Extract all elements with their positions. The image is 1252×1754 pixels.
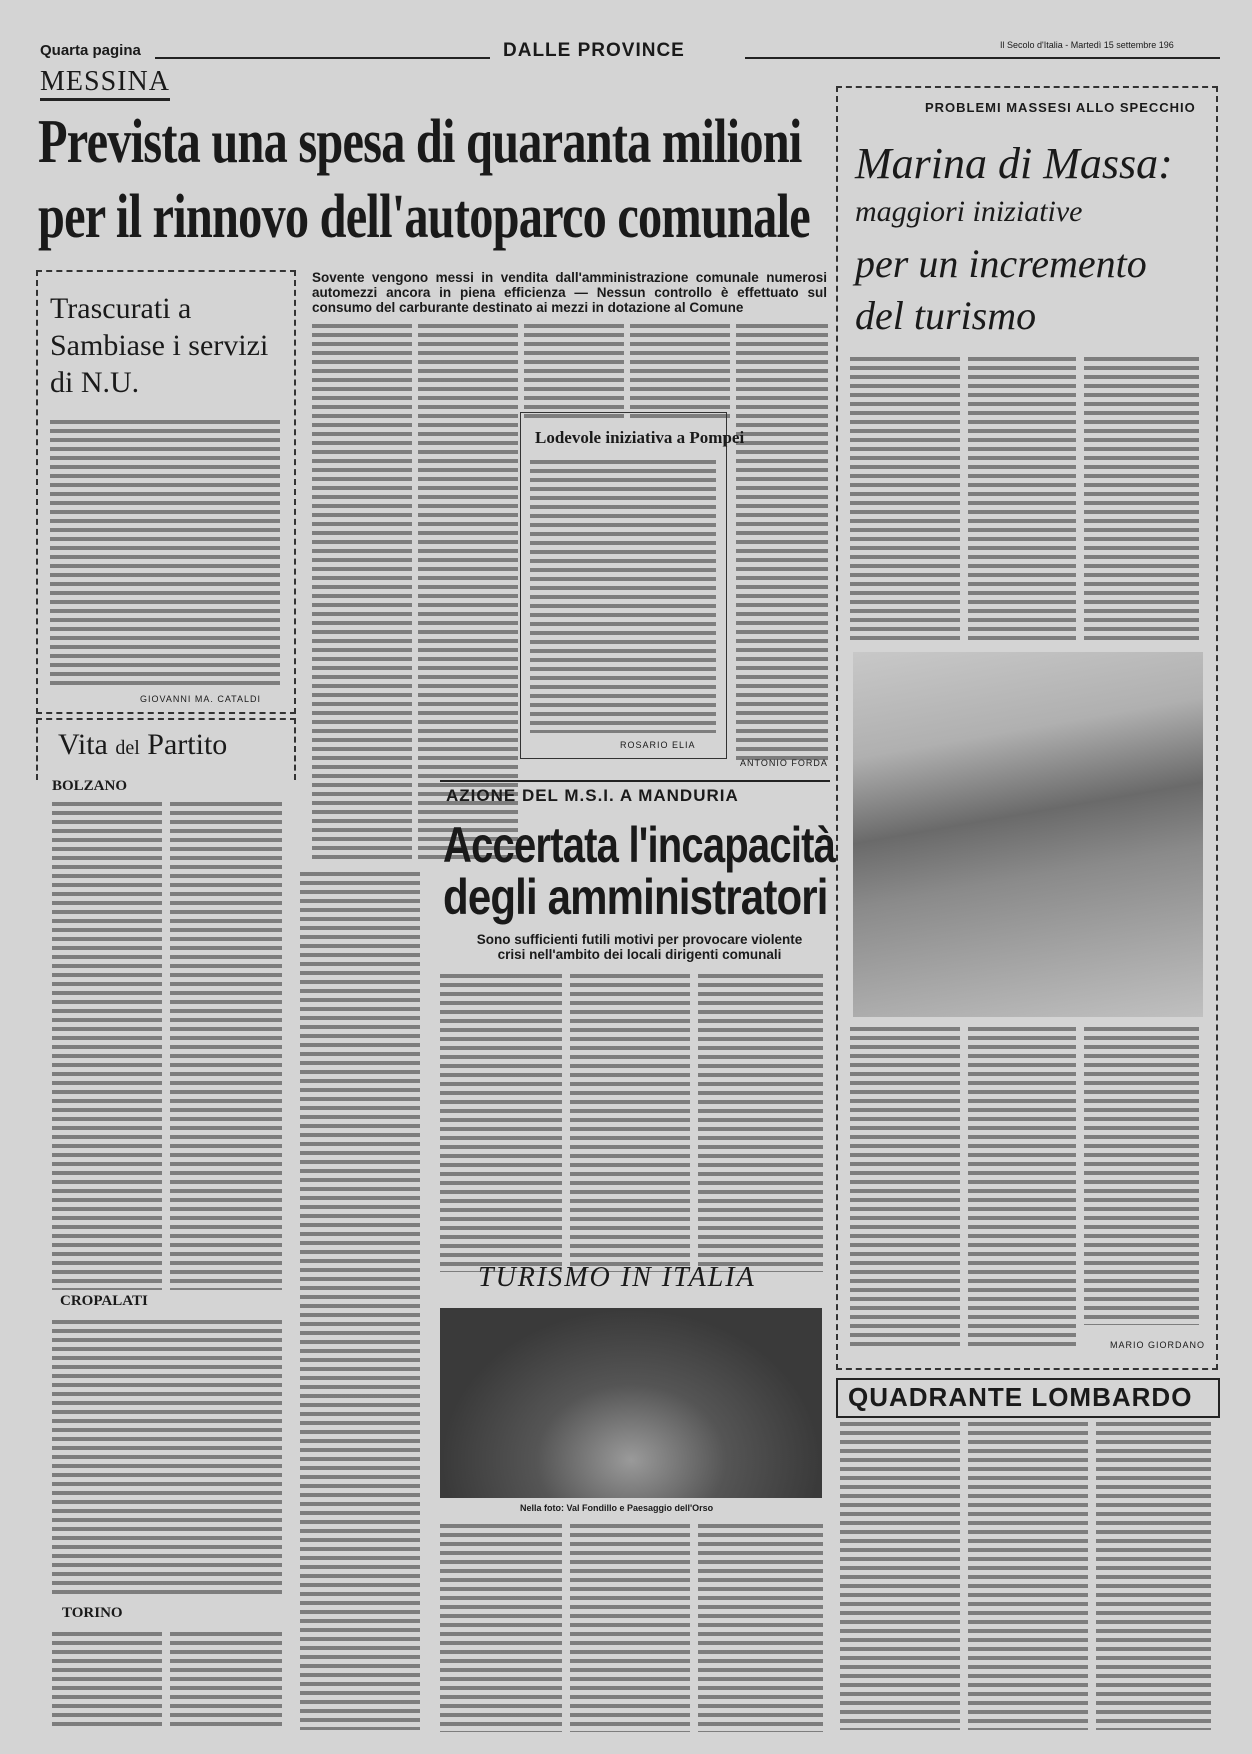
paper-info: Il Secolo d'Italia - Martedì 15 settembre 196 — [1000, 40, 1174, 50]
body-text — [570, 1522, 690, 1732]
kicker-messina: MESSINA — [40, 66, 170, 101]
byline: ANTONIO FORDA — [740, 758, 828, 768]
body-text — [300, 870, 420, 1730]
section-title: DALLE PROVINCE — [503, 40, 685, 61]
kicker-manduria: AZIONE DEL M.S.I. A MANDURIA — [446, 786, 739, 805]
beach-photo — [853, 652, 1203, 1017]
divider — [155, 57, 490, 59]
headline-pompei: Lodevole iniziativa a Pompei — [535, 428, 745, 447]
body-text — [840, 1420, 960, 1730]
body-text — [1084, 355, 1199, 645]
body-text — [170, 800, 282, 1290]
subhead-torino: TORINO — [62, 1605, 123, 1621]
byline: ROSARIO ELIA — [620, 740, 696, 750]
body-text — [170, 1630, 282, 1730]
subhead-cropalati: CROPALATI — [60, 1293, 148, 1309]
deck-messina: Sovente vengono messi in vendita dall'amministrazione comunale numerosi automezzi ancora in piena efficienza — Nessun controllo è effettuato sul consumo del carburante destinato ai mezzi in dotazione al Comune — [312, 270, 827, 315]
headline-manduria-1: Accertata l'incapacità — [443, 817, 836, 873]
headline-word: del — [115, 737, 140, 759]
body-text — [736, 322, 828, 762]
headline-manduria-2: degli amministratori — [443, 869, 828, 925]
byline: MARIO GIORDANO — [1110, 1340, 1206, 1350]
headline-word: Partito — [147, 728, 228, 761]
body-text — [698, 972, 823, 1272]
subhead-bolzano: BOLZANO — [52, 778, 128, 794]
headline-massa-3: per un incremento — [855, 241, 1147, 286]
body-text — [524, 322, 624, 422]
body-text — [570, 972, 690, 1272]
body-text — [1096, 1420, 1211, 1730]
body-text — [698, 1522, 823, 1732]
body-text — [52, 1630, 162, 1730]
headline-sambiase: Trascurati a Sambiase i servizi di N.U. — [50, 292, 269, 399]
headline-massa-4: del turismo — [855, 293, 1037, 338]
page-label: Quarta pagina — [40, 42, 141, 59]
body-text — [440, 972, 562, 1272]
body-text — [50, 418, 280, 690]
divider — [440, 780, 830, 782]
body-text — [850, 1025, 960, 1350]
body-text — [52, 800, 162, 1290]
headline-lombardo: QUADRANTE LOMBARDO — [848, 1382, 1193, 1412]
body-text — [968, 1025, 1076, 1350]
divider — [745, 57, 1220, 59]
headline-messina-1: Prevista una spesa di quaranta milioni — [38, 108, 802, 176]
body-text — [52, 1318, 282, 1598]
body-text — [850, 355, 960, 645]
body-text — [440, 1522, 562, 1732]
headline-partito — [58, 728, 227, 762]
headline-massa-1: Marina di Massa: — [855, 139, 1173, 188]
body-text — [630, 322, 730, 422]
body-text — [968, 1420, 1088, 1730]
deck-manduria: Sono sufficienti futili motivi per provocare violente crisi nell'ambito dei locali dirigenti comunali — [476, 932, 803, 962]
headline-massa-2: maggiori iniziative — [855, 195, 1083, 228]
body-text — [1084, 1025, 1199, 1325]
body-text — [968, 355, 1076, 645]
headline-word: Vita — [58, 728, 108, 761]
mountain-photo — [440, 1308, 822, 1498]
headline-messina-2: per il rinnovo dell'autoparco comunale — [38, 183, 810, 251]
byline: GIOVANNI MA. CATALDI — [140, 694, 262, 704]
photo-caption: Nella foto: Val Fondillo e Paesaggio dell'Orso — [520, 1503, 714, 1513]
kicker-massa: PROBLEMI MASSESI ALLO SPECCHIO — [925, 100, 1196, 115]
body-text — [312, 322, 412, 862]
body-text — [530, 458, 716, 733]
headline-turismo: TURISMO IN ITALIA — [478, 1262, 756, 1293]
